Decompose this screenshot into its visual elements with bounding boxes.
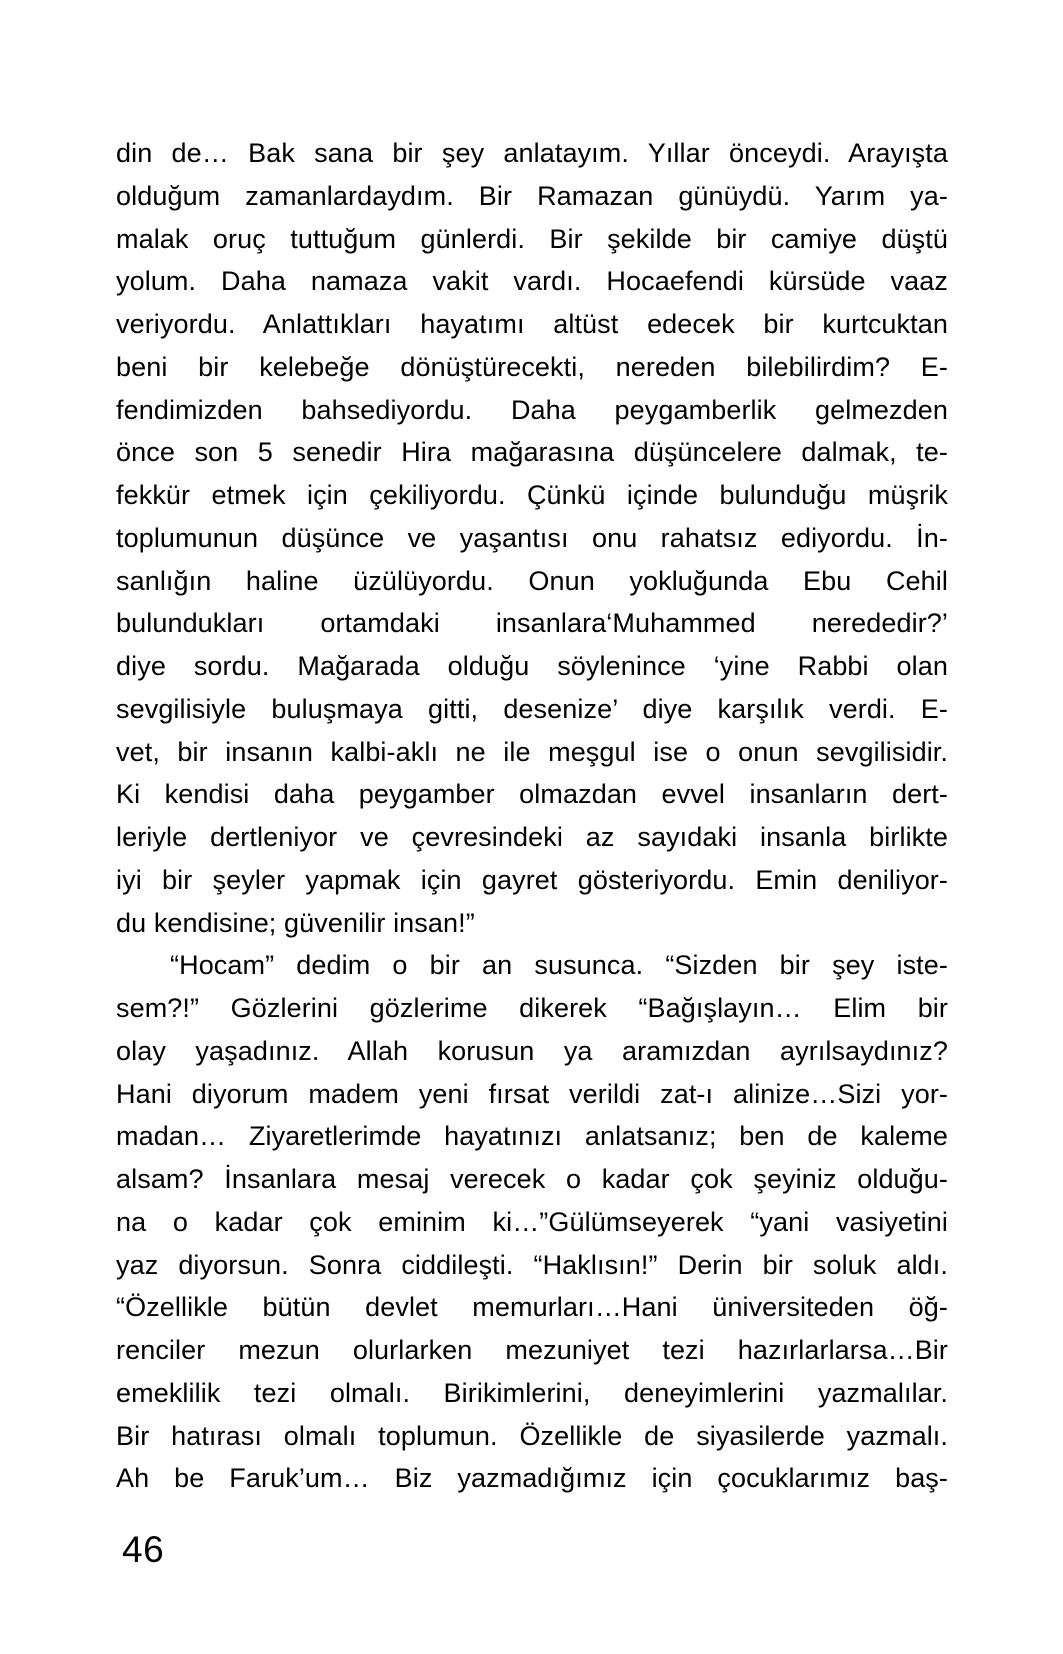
text-line: sem?!” Gözlerini gözlerime dikerek “Bağışlayın… Elim bir	[116, 993, 948, 1023]
text-line: leriyle dertleniyor ve çevresindeki az sayıdaki insanla birlikte	[116, 822, 948, 852]
text-line: renciler mezun olurlarken mezuniyet tezi hazırlarlarsa…Bir	[116, 1335, 948, 1365]
text-line: sevgilisiyle buluşmaya gitti, desenize’ diye karşılık verdi. E-	[116, 693, 948, 724]
text-line: diye sordu. Mağarada olduğu söylenince ‘yine Rabbi olan	[116, 651, 948, 681]
text-line: olduğum zamanlardaydım. Bir Ramazan günüydü. Yarım ya-	[116, 180, 948, 211]
text-line: önce son 5 senedir Hira mağarasına düşüncelere dalmak, te-	[116, 437, 948, 468]
text-line: iyi bir şeyler yapmak için gayret gösteriyordu. Emin deniliyor-	[116, 864, 948, 895]
text-line: olay yaşadınız. Allah korusun ya aramızdan ayrılsaydınız?	[116, 1035, 948, 1066]
text-line: vet, bir insanın kalbi-aklı ne ile meşgul ise o onun sevgilisidir.	[116, 736, 948, 767]
text-line: fendimizden bahsediyordu. Daha peygamberlik gelmezden	[116, 394, 948, 425]
text-line: alsam? İnsanlara mesaj verecek o kadar çok şeyiniz olduğu-	[116, 1164, 948, 1194]
text-line: bulundukları ortamdaki insanlara‘Muhammed nerededir?’	[116, 608, 948, 639]
text-line: Ah be Faruk’um… Biz yazmadığımız için çocuklarımız baş-	[116, 1463, 948, 1494]
text-line: madan… Ziyaretlerimde hayatınızı anlatsanız; ben de kaleme	[116, 1121, 948, 1152]
text-line: “Özellikle bütün devlet memurları…Hani üniversiteden öğ-	[116, 1292, 948, 1323]
text-line: Ki kendisi daha peygamber olmazdan evvel insanların dert-	[116, 779, 948, 810]
text-line: sanlığın haline üzülüyordu. Onun yokluğunda Ebu Cehil	[116, 565, 948, 596]
text-line: toplumunun düşünce ve yaşantısı onu rahatsız ediyordu. İn-	[116, 522, 948, 553]
page-number: 46	[122, 1529, 165, 1570]
text-line: “Hocam” dedim o bir an susunca. “Sizden bir şey iste-	[170, 950, 948, 981]
page-text	[116, 132, 948, 1500]
text-line: emeklilik tezi olmalı. Birikimlerini, deneyimlerini yazmalılar.	[116, 1377, 948, 1408]
text-line: beni bir kelebeğe dönüştürecekti, nereden bilebilirdim? E-	[116, 351, 948, 382]
text-line: din de… Bak sana bir şey anlatayım. Yıllar önceydi. Arayışta	[116, 138, 948, 168]
text-line: yaz diyorsun. Sonra ciddileşti. “Haklısın!” Derin bir soluk aldı.	[116, 1249, 948, 1280]
text-line: yolum. Daha namaza vakit vardı. Hocaefendi kürsüde vaaz	[116, 266, 948, 297]
text-line: du kendisine; güvenilir insan!”	[116, 907, 475, 938]
text-line: veriyordu. Anlattıkları hayatımı altüst edecek bir kurtcuktan	[116, 309, 948, 339]
text-line: malak oruç tuttuğum günlerdi. Bir şekilde bir camiye düştü	[116, 223, 948, 254]
text-line: na o kadar çok eminim ki…”Gülümseyerek “yani vasiyetini	[116, 1206, 948, 1237]
text-line: Bir hatırası olmalı toplumun. Özellikle de siyasilerde yazmalı.	[116, 1420, 948, 1451]
text-line: Hani diyorum madem yeni fırsat verildi zat-ı alinize…Sizi yor-	[116, 1078, 948, 1109]
text-line: fekkür etmek için çekiliyordu. Çünkü içinde bulunduğu müşrik	[116, 480, 948, 510]
